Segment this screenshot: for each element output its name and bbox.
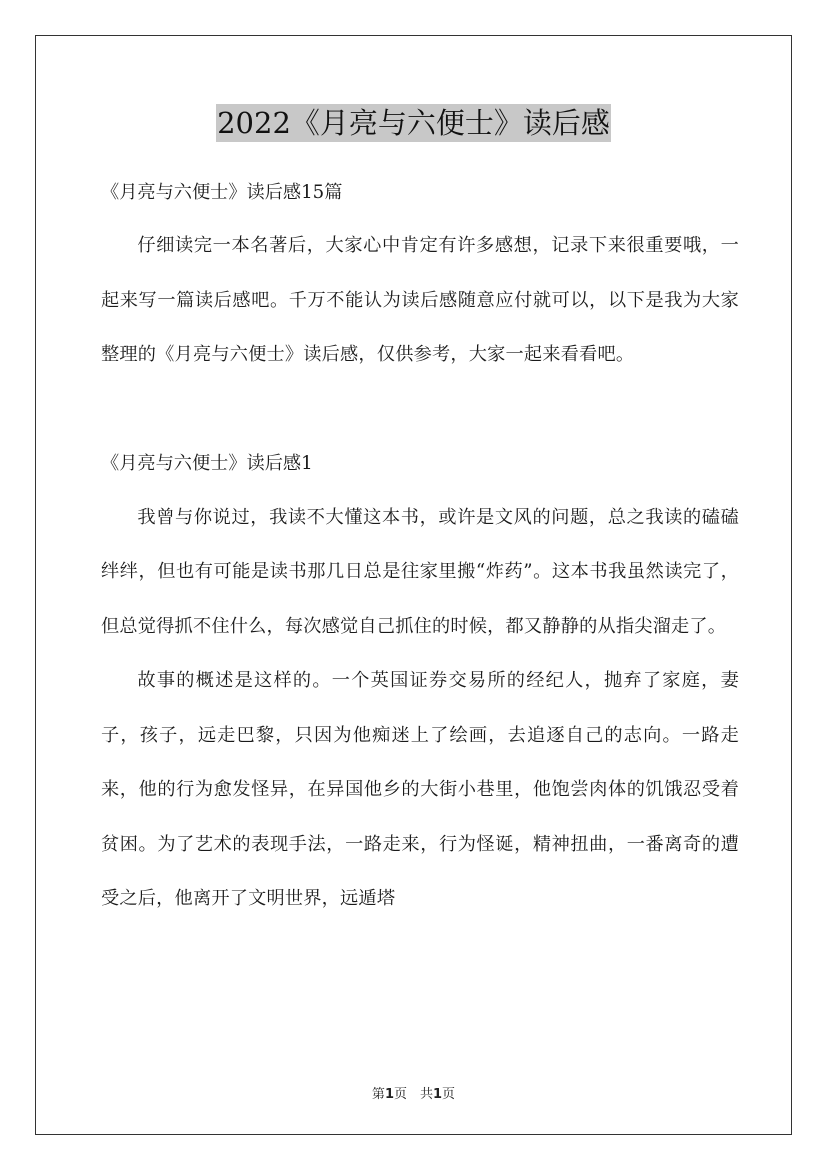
- footer-page-current: 1: [384, 1087, 394, 1102]
- section-heading: 《月亮与六便士》读后感1: [101, 452, 313, 474]
- body-paragraph-2: 故事的概述是这样的。一个英国证券交易所的经纪人，抛弃了家庭，妻子，孩子，远走巴黎，只因为他痴迷上了绘画，去追逐自己的志向。一路走来，他的行为愈发怪异，在异国他乡的大街小巷里，他饱尝肉体的饥饿忍受着贫困。为了艺术的表现手法，一路走来，行为怪诞，精神扭曲，一番离奇的遭受之后，他离开了文明世界，远遁塔: [101, 670, 739, 909]
- section-spacer: [101, 383, 739, 442]
- footer-page-mid: 页 共: [393, 1087, 433, 1102]
- title-container: [0, 104, 827, 142]
- footer-page-total: 1: [433, 1087, 443, 1102]
- document-title: 2022《月亮与六便士》读后感: [217, 106, 610, 140]
- body-paragraph-1: 我曾与你说过，我读不大懂这本书，或许是文风的问题，总之我读的磕磕绊绊，但也有可能是读书那几日总是往家里搬“炸药”。这本书我虽然读完了，但总觉得抓不住什么，每次感觉自己抓住的时候，都又静静的从指尖溜走了。: [101, 506, 739, 637]
- document-subtitle: 《月亮与六便士》读后感15篇: [101, 182, 343, 203]
- footer-page-suffix: 页: [442, 1087, 456, 1102]
- footer-page-prefix: 第: [371, 1087, 385, 1102]
- intro-paragraph: 仔细读完一本名著后，大家心中肯定有许多感想，记录下来很重要哦，一起来写一篇读后感吧。千万不能认为读后感随意应付就可以，以下是我为大家整理的《月亮与六便士》读后感，仅供参考，大家一起来看看吧。: [101, 235, 739, 365]
- document-body: [101, 171, 739, 927]
- page-footer: [0, 1083, 827, 1102]
